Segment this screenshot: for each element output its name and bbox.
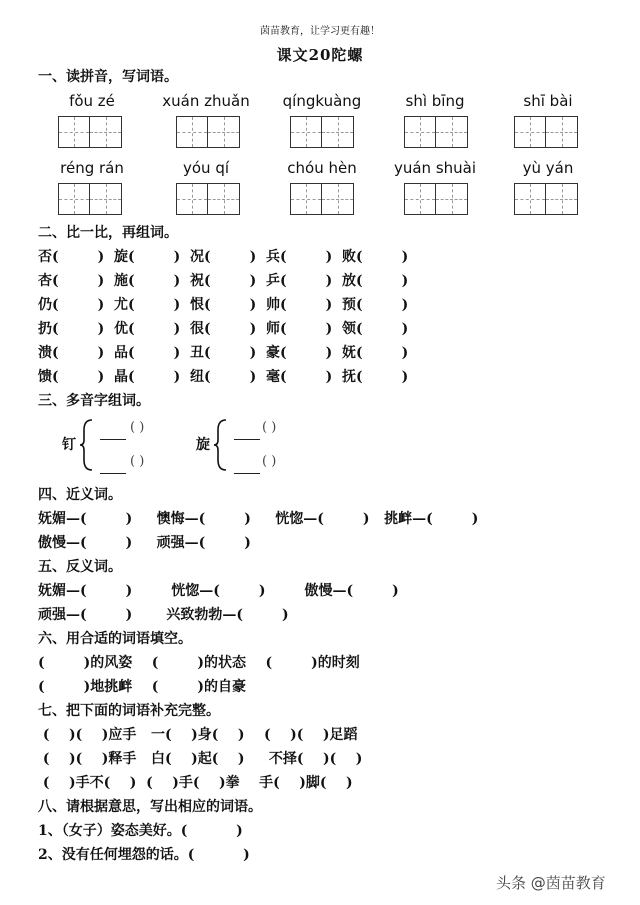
- watermark: 头条 @茵苗教育: [496, 874, 606, 892]
- synonym-row: 妩媚—( ) 懊悔—( ) 恍惚—( ) 挑衅—( ): [38, 511, 479, 527]
- answer-paren: ( ): [130, 420, 145, 435]
- fill-row: ( )地挑衅 ( )的自豪: [38, 679, 246, 695]
- antonym-row: 顽强—( ) 兴致勃勃—( ): [38, 607, 289, 623]
- tianzige-box[interactable]: [290, 116, 354, 148]
- pinyin-5: shī bài: [523, 92, 573, 110]
- tianzige-box[interactable]: [404, 183, 468, 215]
- tianzige-box[interactable]: [514, 183, 578, 215]
- idiom-row: ( )手不( ) ( )手( )拳 手( )脚( ): [38, 775, 353, 791]
- section-8-heading: 八、请根据意思，写出相应的词语。: [38, 799, 262, 815]
- pinyin-7: yóu qí: [182, 159, 230, 177]
- pinyin-10: yù yán: [522, 159, 574, 177]
- fill-row: ( )的风姿 ( )的状态 ( )的时刻: [38, 655, 360, 671]
- answer-line[interactable]: [100, 462, 126, 481]
- compare-row: 扔( ) 优( ) 很( ) 师( ) 领( ): [38, 321, 409, 337]
- tianzige-box[interactable]: [176, 183, 240, 215]
- tianzige-box[interactable]: [58, 183, 122, 215]
- compare-row: 杏( ) 施( ) 祝( ) 乒( ) 放( ): [38, 273, 409, 289]
- compare-row: 仍( ) 尤( ) 恨( ) 帅( ) 预( ): [38, 297, 409, 313]
- page-title: 课文20陀螺: [276, 46, 364, 64]
- compare-row: 馈( ) 晶( ) 纽( ) 毫( ) 抚( ): [38, 369, 409, 385]
- page-header: 茵苗教育，让学习更有趣！: [260, 26, 380, 37]
- tianzige-box[interactable]: [290, 183, 354, 215]
- brace-icon: [212, 418, 228, 472]
- pinyin-8: chóu hèn: [287, 159, 357, 177]
- meaning-question-1: 1、（女子）姿态美好。( ): [38, 823, 243, 839]
- answer-line[interactable]: [234, 428, 260, 447]
- pinyin-6: réng rán: [60, 159, 124, 177]
- pinyin-1: fǒu zé: [69, 92, 115, 110]
- compare-row: 否( ) 旋( ) 况( ) 兵( ) 败( ): [38, 249, 409, 265]
- answer-paren: ( ): [130, 454, 145, 469]
- tianzige-box[interactable]: [176, 116, 240, 148]
- antonym-row: 妩媚—( ) 恍惚—( ) 傲慢—( ): [38, 583, 399, 599]
- pinyin-9: yuán shuài: [393, 159, 477, 177]
- tianzige-box[interactable]: [514, 116, 578, 148]
- section-3-heading: 三、多音字组词。: [38, 393, 150, 409]
- polyphone-char-2: 旋: [196, 437, 210, 453]
- answer-line[interactable]: [100, 428, 126, 447]
- section-1-heading: 一、读拼音，写词语。: [38, 69, 178, 85]
- synonym-row: 傲慢—( ) 顽强—( ): [38, 535, 251, 551]
- answer-line[interactable]: [234, 462, 260, 481]
- idiom-row: ( )( )释手 白( )起( ) 不择( )( ): [38, 751, 363, 767]
- section-7-heading: 七、把下面的词语补充完整。: [38, 703, 220, 719]
- polyphone-char-1: 钉: [62, 437, 76, 453]
- pinyin-3: qíngkuàng: [282, 92, 362, 110]
- tianzige-box[interactable]: [58, 116, 122, 148]
- section-4-heading: 四、近义词。: [38, 487, 122, 503]
- meaning-question-2: 2、没有任何埋怨的话。( ): [38, 847, 250, 863]
- section-2-heading: 二、比一比，再组词。: [38, 225, 178, 241]
- answer-paren: ( ): [262, 420, 277, 435]
- compare-row: 溃( ) 品( ) 丑( ) 豪( ) 妩( ): [38, 345, 409, 361]
- section-5-heading: 五、反义词。: [38, 559, 122, 575]
- tianzige-box[interactable]: [404, 116, 468, 148]
- pinyin-4: shì bīng: [405, 92, 465, 110]
- pinyin-2: xuán zhuǎn: [162, 92, 250, 110]
- section-6-heading: 六、用合适的词语填空。: [38, 631, 192, 647]
- idiom-row: ( )( )应手 一( )身( ) ( )( )足蹈: [38, 727, 358, 743]
- answer-paren: ( ): [262, 454, 277, 469]
- brace-icon: [78, 418, 94, 472]
